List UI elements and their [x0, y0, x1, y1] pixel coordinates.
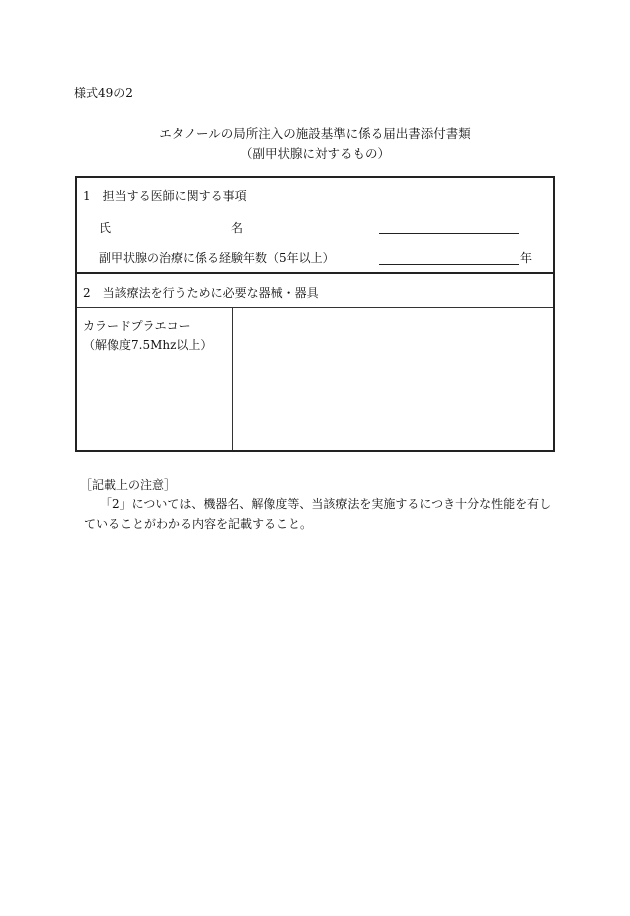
- section1-heading: 1 担当する医師に関する事項: [83, 189, 247, 203]
- section2-heading: 2 当該療法を行うために必要な器械・器具: [83, 286, 319, 300]
- document-subtitle: （副甲状腺に対するもの）: [239, 146, 390, 161]
- years-unit: 年: [520, 251, 533, 265]
- doctor-name-label-1: 氏: [99, 221, 112, 235]
- form-number: 様式49の2: [74, 86, 133, 100]
- equipment-column-divider: [232, 307, 233, 450]
- notes-body: 「2」については、機器名、解像度等、当該療法を実施するにつき十分な性能を有していることがわかる内容を記載すること。: [84, 497, 552, 531]
- document-title: エタノールの局所注入の施設基準に係る届出書添付書類: [159, 126, 471, 141]
- equipment-name: カラードプラエコー: [83, 319, 191, 333]
- equipment-spec: （解像度7.5Mhz以上）: [83, 338, 213, 352]
- form-table: [75, 176, 555, 452]
- doctor-name-field[interactable]: [379, 233, 519, 234]
- experience-label: 副甲状腺の治療に係る経験年数（5年以上）: [99, 251, 335, 265]
- section-divider: [77, 272, 553, 274]
- experience-years-field[interactable]: [379, 264, 519, 265]
- doctor-name-label-2: 名: [231, 221, 244, 235]
- notes-heading: ［記載上の注意］: [80, 478, 177, 492]
- section2-header-divider: [77, 307, 553, 308]
